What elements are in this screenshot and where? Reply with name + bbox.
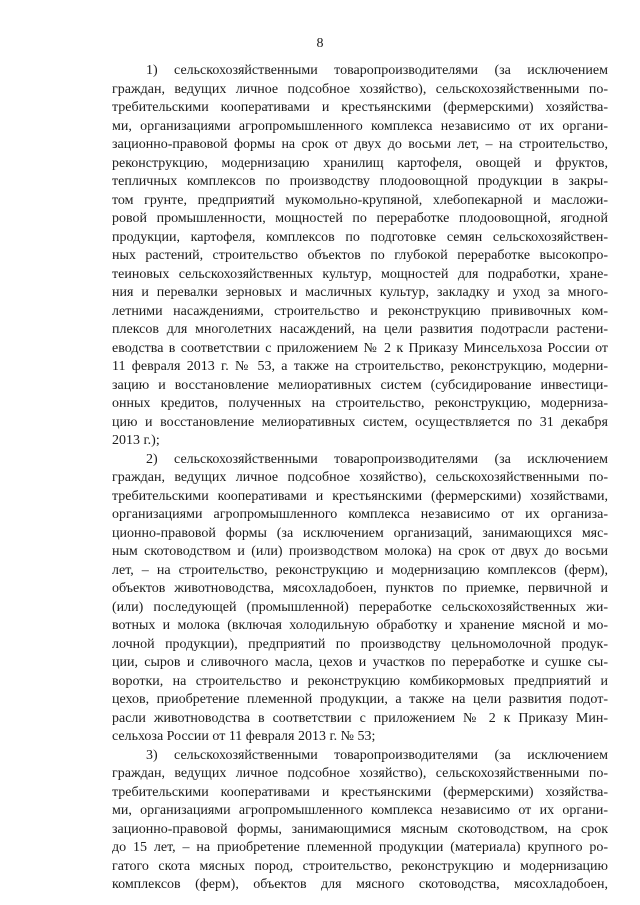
text-line: ровой промышленности, мощностей по переработке плодоовощной, ягодной xyxy=(112,211,608,226)
text-line: требительскими кооперативами и крестьянскими (фермерскими) хозяйства- xyxy=(112,100,608,115)
paragraph-1 xyxy=(112,62,608,451)
text-line: ным скотоводством и (или) производством молока) на срок от двух до восьми xyxy=(112,544,608,559)
text-line: цию и восстановление мелиоративных систем, осуществляется по 31 декабря xyxy=(112,414,608,430)
text-line: требительскими кооперативами и крестьянскими (фермерскими) хозяйства- xyxy=(112,784,608,800)
text-line: вотных и молока (включая холодильную обработку и хранение мясной и мо- xyxy=(112,618,608,633)
text-line: теиновых сельскохозяйственных культур, мощностей для подработки, хране- xyxy=(112,266,608,282)
text-line: расли животноводства в соответствии с приложением № 2 к Приказу Мин- xyxy=(112,710,608,726)
text-line: воротки, на строительство и реконструкцию комбикормовых предприятий и xyxy=(112,673,608,689)
paragraph-3 xyxy=(112,747,608,895)
text-line: сельхоза России от 11 февраля 2013 г. № 53; xyxy=(112,729,376,744)
text-line: реконструкцию, модернизацию хранилищ картофеля, овощей и фруктов, xyxy=(112,155,608,171)
text-line: продукции, картофеля, комплексов по подготовке семян сельскохозяйствен- xyxy=(112,229,608,245)
text-line: зационно-правовой формы, занимающимися мясным скотоводством, на срок xyxy=(112,821,608,837)
text-line: 11 февраля 2013 г. № 53, а также на строительство, реконструкцию, модерни- xyxy=(112,359,608,374)
text-line: ционно-правовой формы (за исключением организаций, занимающихся мяс- xyxy=(112,525,608,541)
text-line: 3) сельскохозяйственными товаропроизводителями (за исключением xyxy=(146,747,608,763)
page-number: 8 xyxy=(316,36,324,51)
text-line: лет, – на строительство, реконструкцию и модернизацию комплексов (ферм), xyxy=(112,562,608,578)
text-line: плексов для многолетних насаждений, на цели развития подотрасли растени- xyxy=(112,322,608,337)
text-line: цехов, приобретение племенной продукции, а также на цели развития подот- xyxy=(112,692,608,707)
text-line: онных кредитов, полученных на строительство, реконструкцию, модерниза- xyxy=(112,396,608,411)
text-line: граждан, ведущих личное подсобное хозяйство), сельскохозяйственными по- xyxy=(112,470,608,485)
text-line: (или) последующей (промышленной) переработке сельскохозяйственных жи- xyxy=(112,599,608,615)
paragraph-2 xyxy=(112,451,608,747)
text-line: гатого скота мясных пород, строительство, реконструкцию и модернизацию xyxy=(112,858,608,874)
text-line: граждан, ведущих личное подсобное хозяйство), сельскохозяйственными по- xyxy=(112,766,608,781)
text-line: ции, сыров и сливочного масла, цехов и участков по переработке и сушке сы- xyxy=(112,655,608,670)
text-line: лочной продукции), предприятий по производству цельномолочной продук- xyxy=(112,636,608,652)
text-line: летними насаждениями, строительство и реконструкцию прививочных ком- xyxy=(112,303,608,319)
text-line: комплексов (ферм), объектов для мясного скотоводства, мясохладобоен, xyxy=(112,877,608,892)
text-line: том грунте, предприятий мукомольно-крупяной, хлебопекарной и масложи- xyxy=(112,192,608,208)
text-line: 2013 г.); xyxy=(112,433,160,448)
text-line: еводства в соответствии с приложением № 2 к Приказу Минсельхоза России от xyxy=(112,340,608,356)
text-line: граждан, ведущих личное подсобное хозяйство), сельскохозяйственными по- xyxy=(112,81,608,97)
text-line: ния и перевалки зерновых и масличных культур, закладку и уход за много- xyxy=(112,285,608,300)
text-line: до 15 лет, – на приобретение племенной продукции (материала) крупного ро- xyxy=(112,840,608,855)
text-line: 1) сельскохозяйственными товаропроизводителями (за исключением xyxy=(146,63,608,78)
text-line: зационно-правовой формы на срок от двух до восьми лет, – на строительство, xyxy=(112,137,608,152)
text-line: 2) сельскохозяйственными товаропроизводителями (за исключением xyxy=(146,451,608,467)
text-line: требительскими кооперативами и крестьянскими (фермерскими) хозяйствами, xyxy=(112,488,608,504)
text-line: ных растений, строительство объектов по глубокой переработке высокопро- xyxy=(112,248,608,263)
text-line: ми, организациями агропромышленного комплекса независимо от их органи- xyxy=(112,118,608,134)
text-line: ми, организациями агропромышленного комплекса независимо от их органи- xyxy=(112,803,608,818)
text-line: тепличных комплексов по производству плодоовощной продукции в закры- xyxy=(112,174,608,189)
text-line: объектов животноводства, мясохладобоен, пунктов по приемке, первичной и xyxy=(112,581,608,596)
body-text xyxy=(112,62,608,895)
text-line: организациями агропромышленного комплекса независимо от их организа- xyxy=(112,507,608,522)
text-line: зацию и восстановление мелиоративных систем (субсидирование инвестици- xyxy=(112,377,608,393)
